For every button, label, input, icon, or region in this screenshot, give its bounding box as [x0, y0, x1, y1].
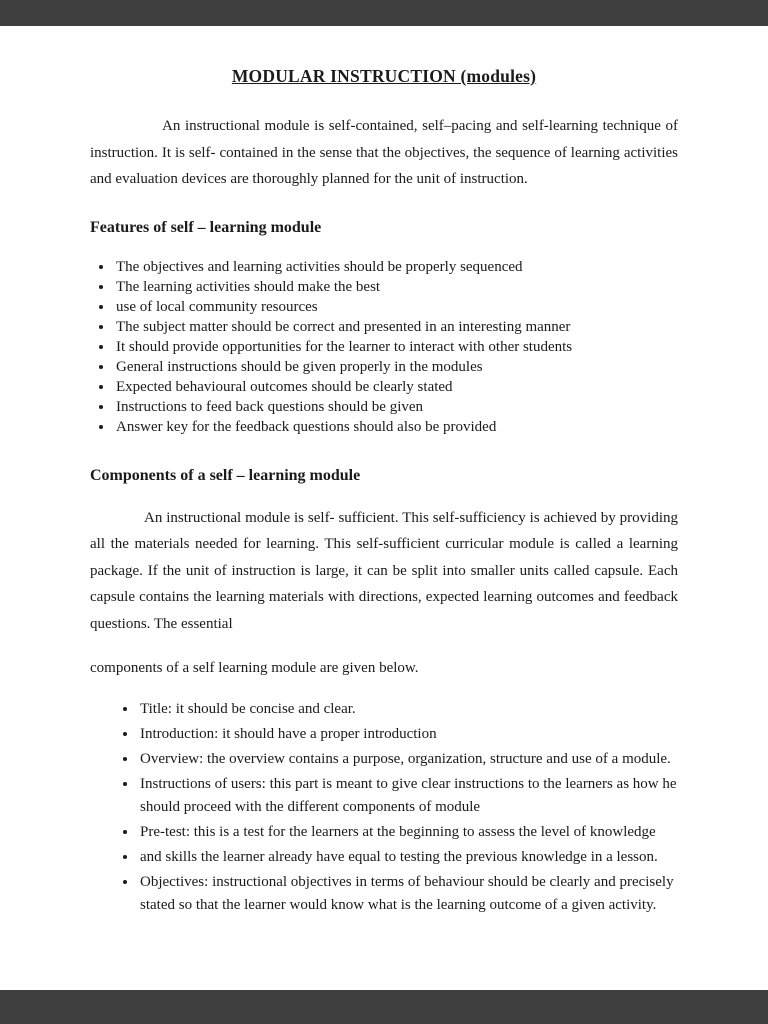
components-paragraph: An instructional module is self- sufficient. This self-sufficiency is achieved by providing all the materials needed for learning. This self-sufficient curricular module is called a learning package. If the unit of instruction is large, it can be split into smaller units called capsule. Each capsule contains the learning materials with directions, expected learning outcomes and feedback questions. The essential [90, 509, 678, 632]
list-item: • The subject matter should be correct and presented in an interesting manner [114, 317, 678, 337]
list-item: • Overview: the overview contains a purpose, organization, structure and use of a module. [138, 748, 678, 771]
list-item: • Instructions to feed back questions should be given [114, 397, 678, 417]
components-paragraph-continued: components of a self learning module are given below. [90, 660, 419, 676]
list-item: • Introduction: it should have a proper introduction [138, 723, 678, 746]
list-item: • The learning activities should make the best [114, 277, 678, 297]
features-heading: Features of self – learning module [90, 218, 322, 236]
components-heading: Components of a self – learning module [90, 466, 361, 484]
list-item: • and skills the learner already have equal to testing the previous knowledge in a lesson. [138, 846, 678, 869]
list-item: • Answer key for the feedback questions should also be provided [114, 417, 678, 437]
viewer-bottom-bar [0, 990, 768, 1024]
list-item: • Expected behavioural outcomes should be clearly stated [114, 377, 678, 397]
list-item: • Title: it should be concise and clear. [138, 698, 678, 721]
page-title: MODULAR INSTRUCTION (modules) [231, 66, 537, 86]
list-item: • The objectives and learning activities should be properly sequenced [114, 257, 678, 277]
list-item: • General instructions should be given properly in the modules [114, 357, 678, 377]
list-item: • Objectives: instructional objectives in terms of behaviour should be clearly and precisely stated so that the learner would know what is the learning outcome of a given activity. [138, 871, 678, 917]
list-item: • Pre-test: this is a test for the learners at the beginning to assess the level of knowledge [138, 821, 678, 844]
list-item: • Instructions of users: this part is meant to give clear instructions to the learners as how he should proceed with the different components of module [138, 773, 678, 819]
list-item: • use of local community resources [114, 297, 678, 317]
list-item: • It should provide opportunities for the learner to interact with other students [114, 337, 678, 357]
viewer-top-bar [0, 0, 768, 26]
features-list [90, 257, 678, 437]
intro-paragraph: An instructional module is self-contained, self–pacing and self-learning technique of instruction. It is self- contained in the sense that the objectives, the sequence of learning activities and evaluation devices are thoroughly planned for the unit of instruction. [90, 118, 678, 187]
components-list [90, 698, 678, 917]
